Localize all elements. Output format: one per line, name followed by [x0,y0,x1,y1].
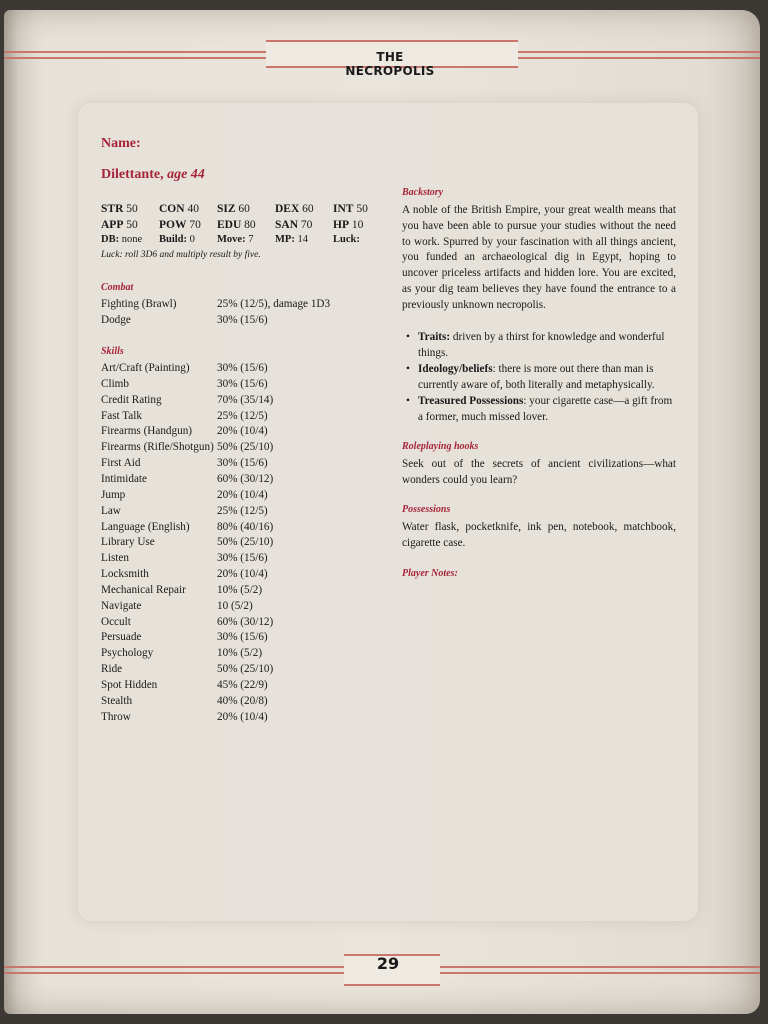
stat [275,234,308,245]
stat [159,219,201,231]
roleplaying-text: Seek out of the secrets of ancient civilizations—what wonders could you learn? [402,458,676,486]
stat [275,203,314,215]
possessions-text: Water flask, pocketknife, ink pen, notebook, matchbook, cigarette case. [402,521,676,549]
stat-label: SAN [275,218,299,231]
trait-body: : your cigarette case—a gift from a former, much missed lover. [418,395,673,423]
row-value: 80% (40/16) [217,520,274,533]
bullet-icon: • [406,395,410,407]
row-value: 60% (30/12) [217,615,274,628]
row-value: 50% (25/10) [217,441,274,454]
bullet-icon: • [406,363,410,375]
stat [333,219,363,231]
roleplaying-heading: Roleplaying hooks [402,441,479,452]
stat-value: 0 [189,234,195,246]
stat [159,234,195,245]
backstory-text: A noble of the British Empire, your great wealth means that you have been able to pursue your studies without the need to work. Spurred by your fascination with all things ancient, you funded an archaeological dig in Egypt, hoping to uncover priceless artifacts and hidden lore. You are excited, as your dig team believes they have found the entrance to a previously unknown necropolis. [402,204,676,311]
trait-text [418,330,676,362]
stat-label: Build: [159,234,188,246]
trait-item [406,330,676,362]
name-label: Name: [101,136,141,151]
row-value: 30% (15/6) [217,313,268,326]
row-value: 30% (15/6) [217,377,268,390]
stat-value: none [121,234,143,246]
trait-body: driven by a thirst for knowledge and wonderful things. [418,331,665,359]
row-value: 50% (25/10) [217,663,274,676]
stat-label: HP [333,218,349,231]
stat [275,219,312,231]
row-name: Fighting (Brawl) [101,298,177,310]
stat-value: 70 [300,218,313,231]
row-value: 60% (30/12) [217,472,274,485]
stat-label: POW [159,218,187,231]
row-name: Climb [101,377,129,390]
trait-body: : there is more out there than man is currently aware of, both literally and metaphysically. [418,363,655,391]
row-value: 40% (20/8) [217,694,268,707]
combat-heading: Combat [101,282,134,293]
row-value: 30% (15/6) [217,631,268,644]
age: age 44 [167,167,205,182]
row-name: Language (English) [101,520,190,533]
stat-label: STR [101,203,124,215]
trait-item [406,362,676,394]
row-value: 25% (12/5) [217,504,268,517]
trait-text [418,394,676,426]
row-name: Firearms (Rifle/Shotgun) [101,441,214,454]
stat-label: Luck: [333,234,360,246]
stat-label: SIZ [217,203,236,215]
stat-value: 70 [189,218,201,231]
row-value: 50% (25/10) [217,536,274,549]
skills-heading: Skills [101,346,124,357]
stat-value: 7 [248,234,254,246]
row-name: Navigate [101,599,142,612]
stat [159,203,199,215]
stat-value: 50 [356,203,368,215]
trait-label: Treasured Possessions [418,395,524,407]
row-value: 10 (5/2) [217,599,253,612]
stat [101,219,138,231]
trait-label: Traits: [418,331,451,343]
stat [101,234,142,245]
running-header: THE NECROPOLIS [345,50,435,78]
stat-value: 14 [297,234,308,246]
stat-label: INT [333,203,354,215]
stat [101,203,138,215]
row-name: Fast Talk [101,409,142,422]
row-value: 45% (22/9) [217,679,268,691]
luck-note: Luck: roll 3D6 and multiply result by five. [101,250,261,260]
row-value: 20% (10/4) [217,568,268,581]
row-value: 25% (12/5), damage 1D3 [217,298,331,310]
bullet-icon: • [406,331,410,343]
player-notes-heading: Player Notes: [402,568,458,579]
backstory-heading: Backstory [402,187,444,198]
page-number: 29 [376,954,400,973]
row-name: Throw [101,710,131,723]
row-name: Dodge [101,313,131,326]
row-name: Listen [101,552,129,565]
row-value: 30% (15/6) [217,362,268,374]
stat-label: CON [159,203,185,215]
stat-label: Move: [217,234,246,246]
stat-value: 60 [238,203,250,215]
occupation-title [101,167,205,183]
row-name: Jump [101,488,126,501]
row-name: Firearms (Handgun) [101,425,193,438]
occupation: Dilettante, [101,167,164,182]
stat [217,203,250,215]
row-value: 25% (12/5) [217,409,268,422]
row-name: Library Use [101,536,155,549]
stat-label: APP [101,218,124,231]
row-value: 20% (10/4) [217,425,268,438]
row-value: 10% (5/2) [217,647,263,660]
row-name: Law [101,504,121,517]
possessions-heading: Possessions [402,504,451,515]
row-name: Mechanical Repair [101,583,186,596]
stat-value: 50 [126,203,138,215]
stat-label: DEX [275,203,300,215]
row-value: 10% (5/2) [217,583,263,596]
row-name: Occult [101,615,131,628]
row-name: First Aid [101,457,141,470]
row-name: Art/Craft (Painting) [101,362,190,374]
row-name: Persuade [101,631,142,644]
row-name: Intimidate [101,472,147,485]
row-value: 30% (15/6) [217,552,268,565]
row-name: Ride [101,663,123,676]
stat-label: EDU [217,218,242,231]
row-name: Psychology [101,647,154,660]
row-value: 30% (15/6) [217,457,268,470]
stat [217,219,256,231]
row-value: 20% (10/4) [217,488,268,501]
stat [333,203,368,215]
stat-value: 60 [302,203,314,215]
row-value: 20% (10/4) [217,710,268,723]
stat [217,234,253,245]
stat-value: 50 [126,218,138,231]
trait-text [418,362,676,394]
stat-label: DB: [101,234,120,246]
row-value: 70% (35/14) [217,393,274,406]
stat-value: 10 [351,218,364,231]
trait-label: Ideology/beliefs [418,363,493,375]
stat-label: MP: [275,234,295,246]
stat [333,234,360,245]
stat-value: 40 [187,203,199,215]
row-name: Locksmith [101,568,149,581]
trait-item [406,394,676,426]
row-name: Credit Rating [101,393,162,406]
row-name: Spot Hidden [101,679,158,691]
stat-value: 80 [244,218,256,231]
row-name: Stealth [101,694,133,707]
